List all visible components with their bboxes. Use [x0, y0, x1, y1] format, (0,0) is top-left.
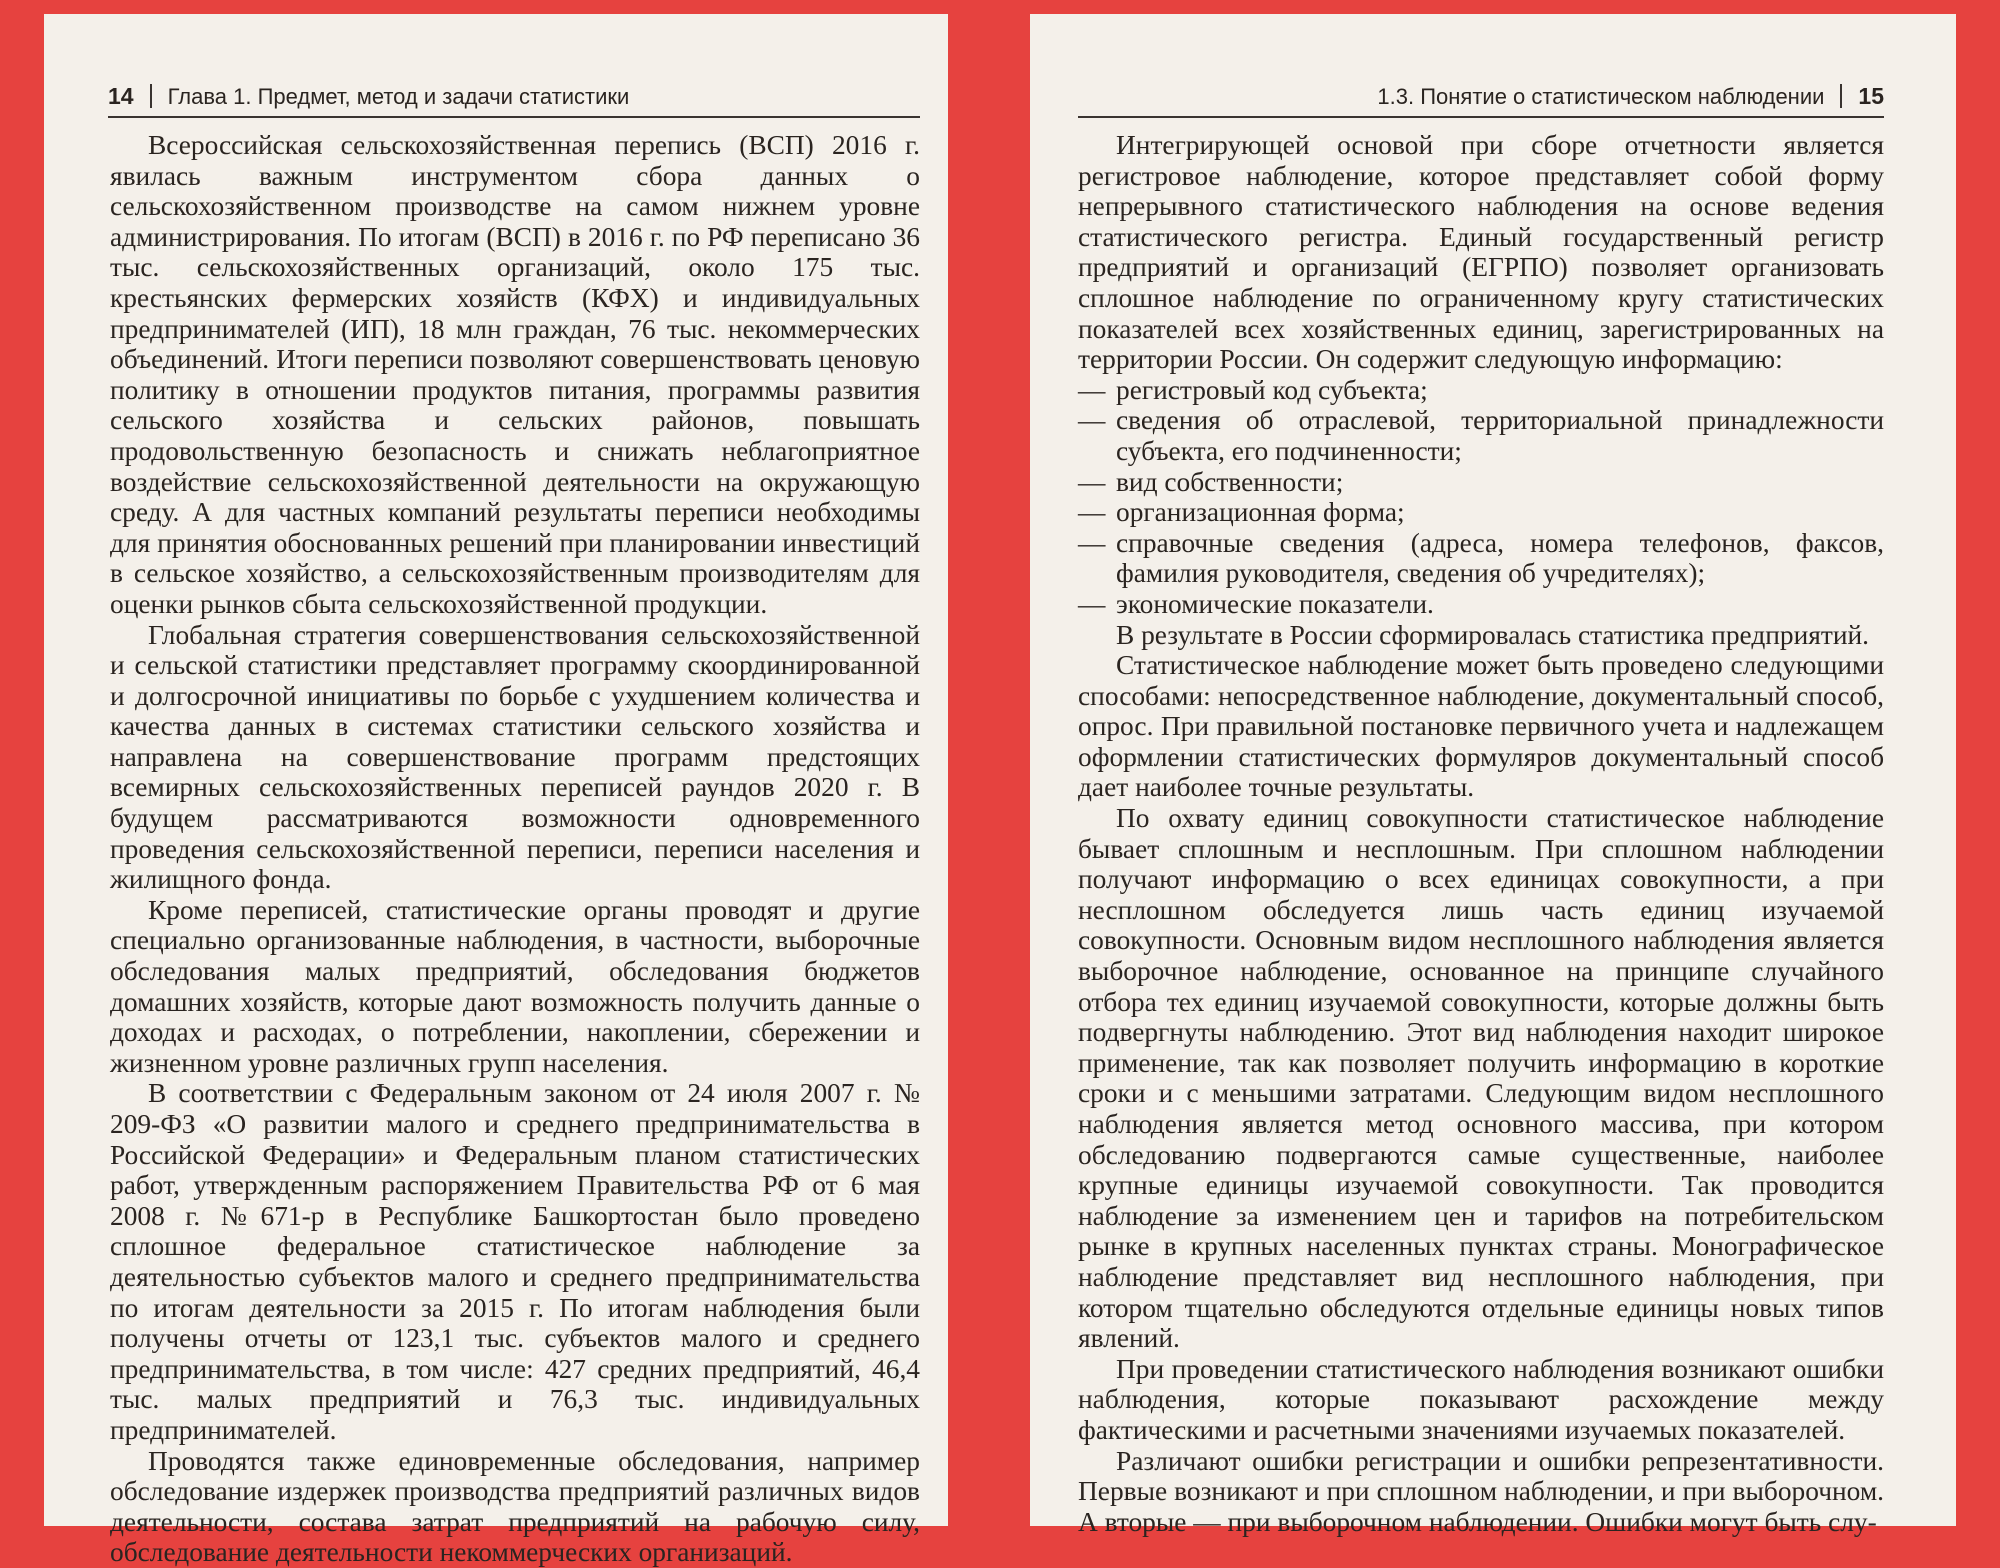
right-running-header — [1078, 74, 1884, 118]
left-page-number: 14 — [108, 83, 134, 109]
paragraph: Интегрирующей основой при сборе отчетности является регистровое наблюдение, которое представляет собой форму непрерывного статистического наблюдения на основе ведения статистического регистра. Единый государственный регистр предприятий и организаций (ЕГРПО) позволяет организовать сплошное наблюдение по ограниченному кругу статистических показателей всех хозяйственных единиц, зарегистрированных на территории России. Он содержит следующую информацию: — [1078, 130, 1884, 375]
paragraph: При проведении статистического наблюдения возникают ошибки наблюдения, которые показывают расхождение между фактическими и расчетными значениями изучаемых показателей. — [1078, 1353, 1884, 1445]
right-body-text — [1078, 130, 1884, 1537]
paragraph: Проводятся также единовременные обследования, например обследование издержек производства предприятий различных видов деятельности, состава затрат предприятий на рабочую силу, обследование деятельности некоммерческих организаций. — [110, 1445, 920, 1568]
paragraph: Кроме переписей, статистические органы проводят и другие специально организованные наблюдения, в частности, выборочные обследования малых предприятий, обследования бюджетов домашних хозяйств, которые дают возможность получить данные о доходах и расходах, о потреблении, накоплении, сбережении и жизненном уровне различных групп населения. — [110, 894, 920, 1078]
paragraph: Всероссийская сельскохозяйственная перепись (ВСП) 2016 г. явилась важным инструментом сбора данных о сельскохозяйственном производстве на самом нижнем уровне администрирования. По итогам (ВСП) в 2016 г. по РФ переписано 36 тыс. сельскохозяйственных организаций, около 175 тыс. крестьянских фермерских хозяйств (КФХ) и индивидуальных предпринимателей (ИП), 18 млн граждан, 76 тыс. некоммерческих объединений. Итоги переписи позволяют совершенствовать ценовую политику в отношении продуктов питания, программы развития сельского хозяйства и сельских районов, повышать продовольственную безопасность и снижать неблагоприятное воздействие сельскохозяйственной деятельности на окружающую среду. А для частных компаний результаты переписи необходимы для принятия обоснованных решений при планировании инвестиций в сельское хозяйство, а сельскохозяйственным производителям для оценки рынков сбыта сельскохозяйственной продукции. — [110, 130, 920, 619]
right-header-title: 1.3. Понятие о статистическом наблюдении — [1377, 84, 1825, 109]
header-divider — [150, 84, 152, 108]
paragraph: В соответствии с Федеральным законом от 24 июля 2007 г. № 209-ФЗ «О развитии малого и среднего предпринимательства в Российской Федерации» и Федеральным планом статистических работ, утвержденным распоряжением Правительства РФ от 6 мая 2008 г. №671-р в Республике Башкортостан было проведено сплошное федеральное статистическое наблюдение за деятельностью субъектов малого и среднего предпринимательства по итогам деятельности за 2015 г. По итогам наблюдения были получены отчеты от 123,1 тыс. субъектов малого и среднего предпринимательства, в том числе: 427 средних предприятий, 46,4 тыс. малых предприятий и 76,3 тыс. индивидуальных предпринимателей. — [110, 1078, 920, 1445]
list-item: — справочные сведения (адреса, номера телефонов, факсов, фамилия руководителя, сведения об учредителях); — [1078, 528, 1884, 589]
left-running-header — [108, 74, 920, 118]
info-list — [1078, 375, 1884, 620]
list-item: — организационная форма; — [1078, 497, 1884, 528]
header-divider — [1840, 84, 1842, 108]
paragraph: Статистическое наблюдение может быть проведено следующими способами: непосредственное наблюдение, документальный способ, опрос. При правильной постановке первичного учета и надлежащем оформлении статистических формуляров документальный способ дает наиболее точные результаты. — [1078, 650, 1884, 803]
paragraph: Различают ошибки регистрации и ошибки репрезентативности. Первые возникают и при сплошном наблюдении, и при выборочном. А вторые — при выборочном наблюдении. Ошибки могут быть слу- — [1078, 1445, 1884, 1537]
list-item: — вид собственности; — [1078, 467, 1884, 498]
list-item: — сведения об отраслевой, территориальной принадлежности субъекта, его подчиненности; — [1078, 405, 1884, 466]
left-body-text — [110, 130, 920, 1568]
right-page — [1030, 14, 1956, 1537]
paragraph: В результате в России сформировалась статистика предприятий. — [1116, 619, 1870, 650]
left-page — [44, 14, 948, 1568]
list-item: — экономические показатели. — [1078, 589, 1884, 620]
left-header-title: Глава 1. Предмет, метод и задачи статистики — [167, 84, 630, 109]
list-item: — регистровый код субъекта; — [1078, 375, 1884, 406]
right-page-number: 15 — [1858, 83, 1884, 109]
paragraph: По охвату единиц совокупности статистическое наблюдение бывает сплошным и несплошным. При сплошном наблюдении получают информацию о всех единицах совокупности, а при несплошном обследуется лишь часть единиц изучаемой совокупности. Основным видом несплошного наблюдения является выборочное наблюдение, основанное на принципе случайного отбора тех единиц изучаемой совокупности, которые должны быть подвергнуты наблюдению. Этот вид наблюдения находит широкое применение, так как позволяет получить информацию в короткие сроки и с меньшими затратами. Следующим видом несплошного наблюдения является метод основного массива, при котором обследованию подвергаются самые существенные, наиболее крупные единицы изучаемой совокупности. Так проводится наблюдение за изменением цен и тарифов на потребительском рынке в крупных населенных пунктах страны. Монографическое наблюдение представляет вид несплошного наблюдения, при котором тщательно обследуются отдельные единицы новых типов явлений. — [1078, 803, 1884, 1354]
paragraph: Глобальная стратегия совершенствования сельскохозяйственной и сельской статистики представляет программу скоординированной и долгосрочной инициативы по борьбе с ухудшением количества и качества данных в системах статистики сельского хозяйства и направлена на совершенствование программ предстоящих всемирных сельскохозяйственных переписей раундов 2020 г. В будущем рассматриваются возможности одновременного проведения сельскохозяйственной переписи, переписи населения и жилищного фонда. — [110, 619, 920, 895]
